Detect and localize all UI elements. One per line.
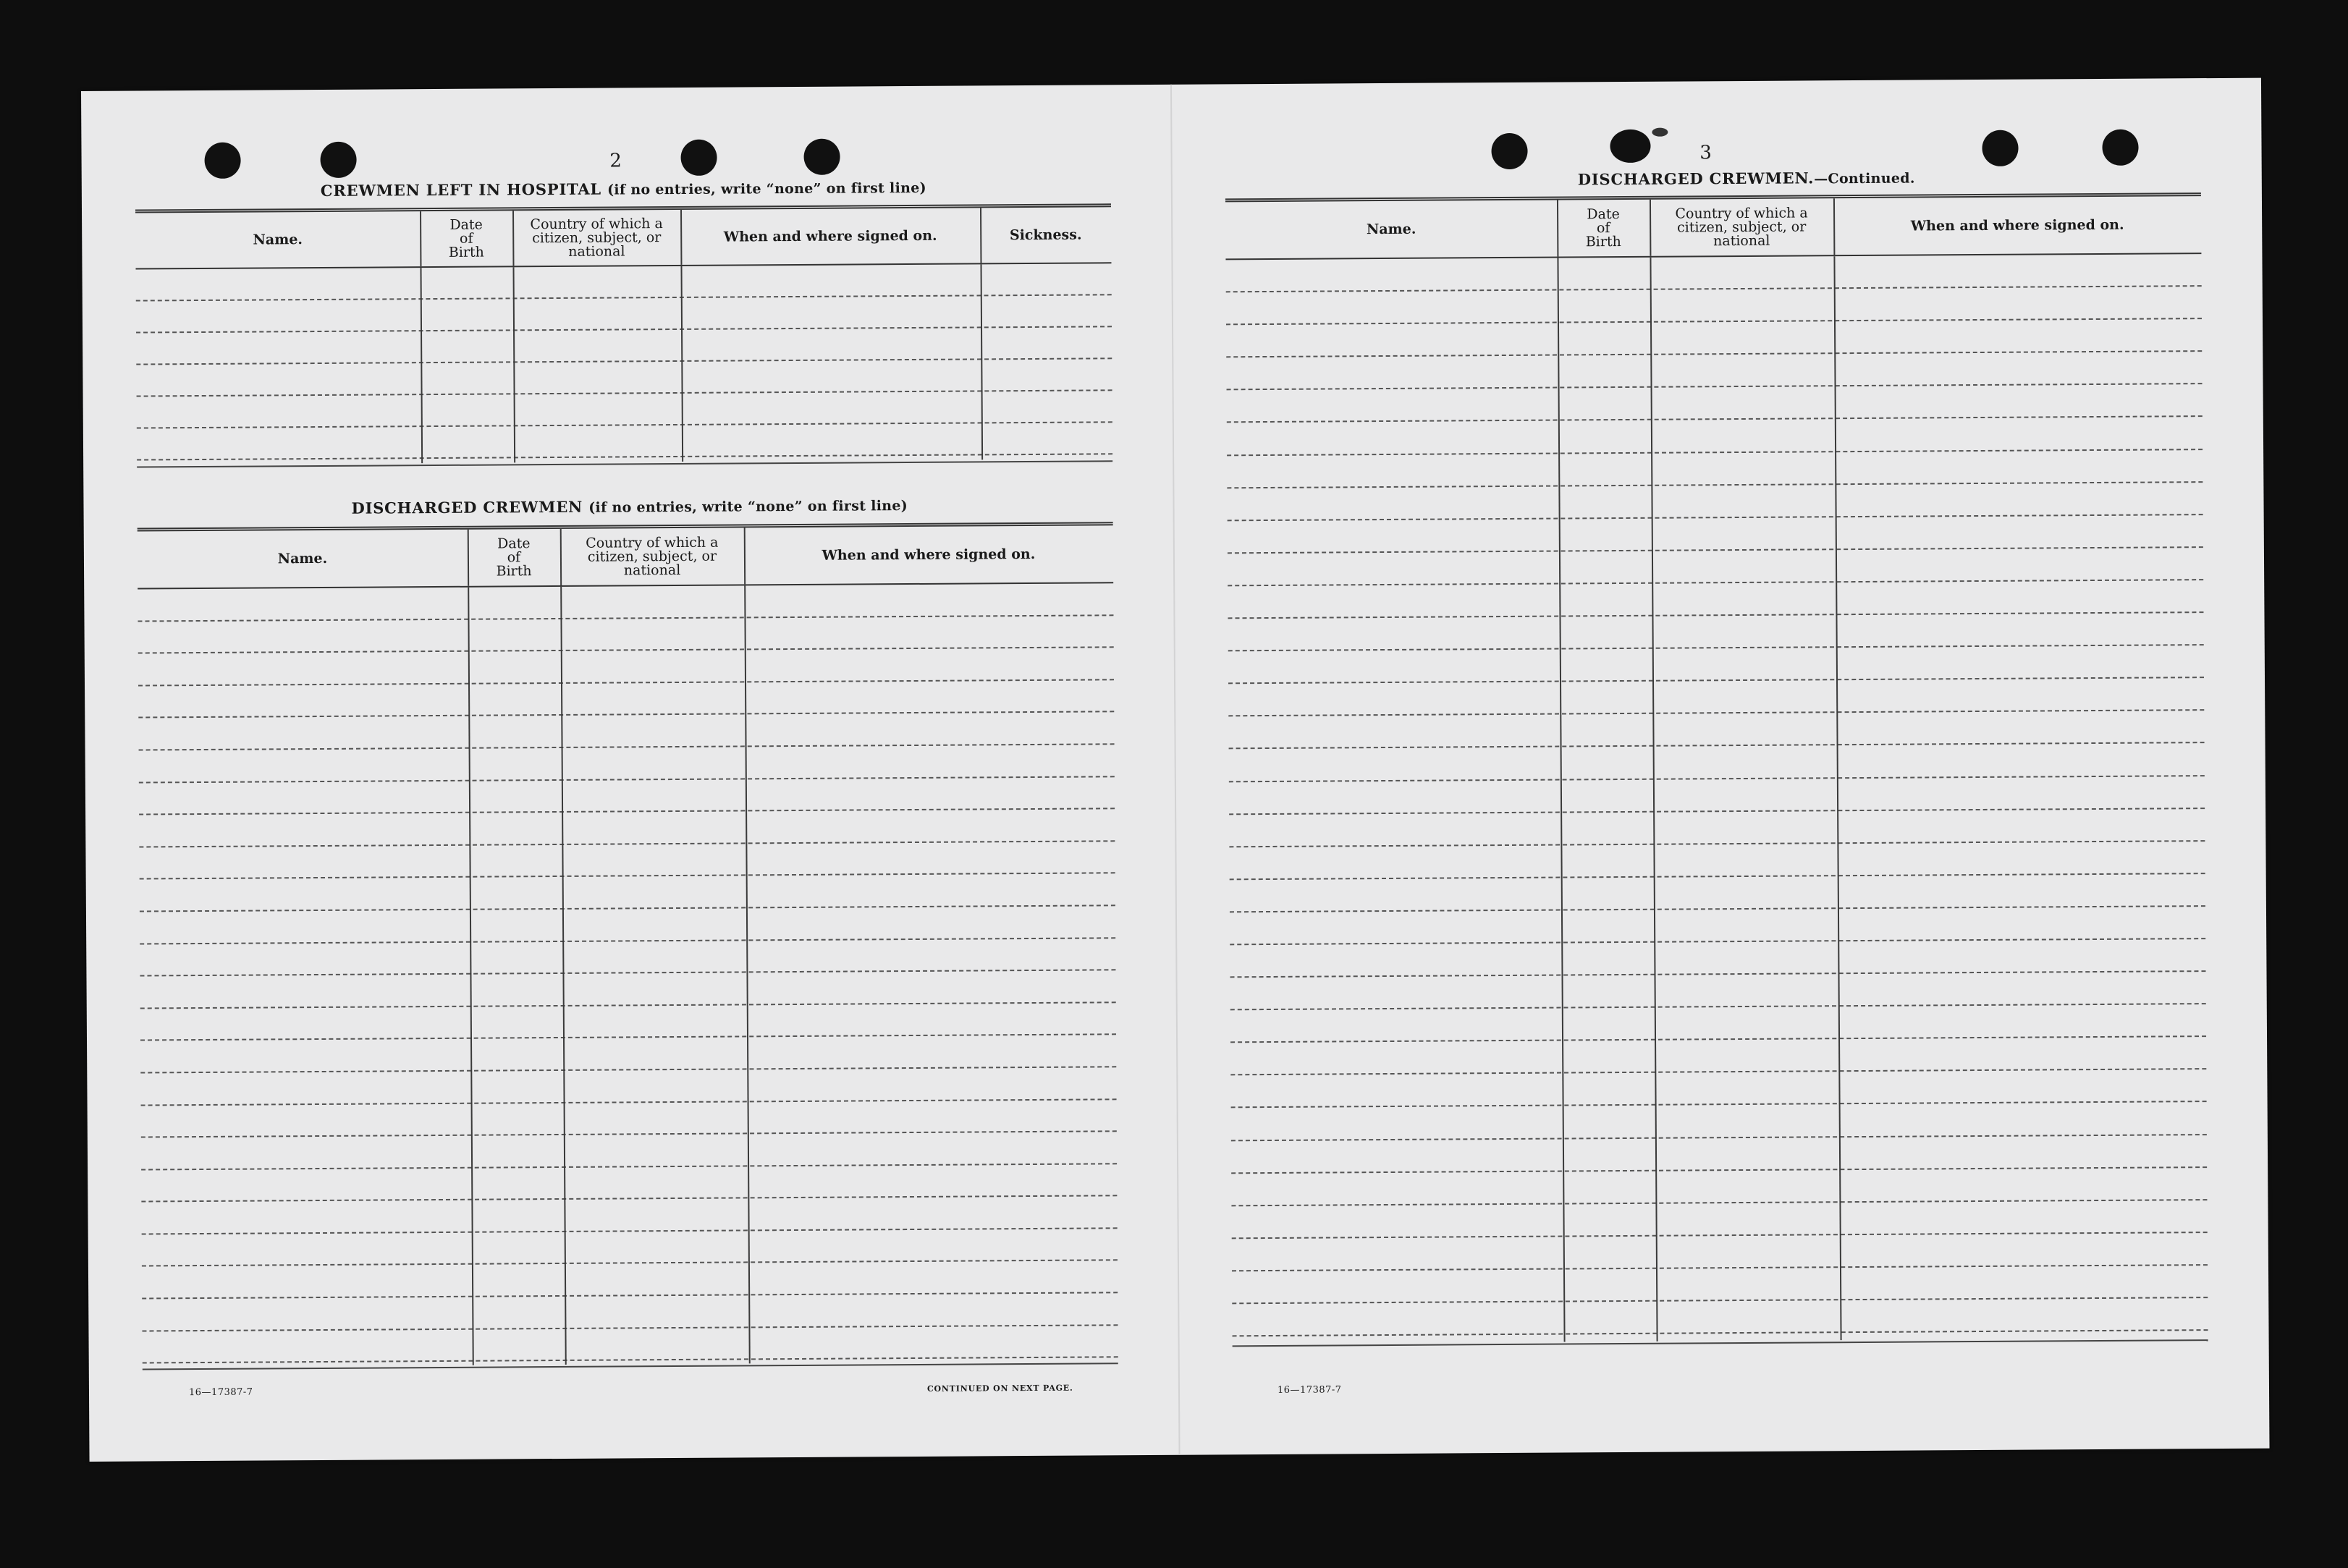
page-number-left: 2 bbox=[609, 150, 622, 172]
discharged-table bbox=[138, 522, 1118, 1367]
punch-hole bbox=[1491, 133, 1527, 169]
column-header-name: Name. bbox=[1366, 221, 1416, 237]
table-row[interactable] bbox=[1230, 874, 2205, 912]
hospital-table-rows bbox=[136, 263, 1113, 465]
table-row[interactable] bbox=[1228, 580, 2203, 619]
discharged-continued-rows bbox=[1225, 254, 2208, 1344]
column-header-country: Country of which a citizen, subject, or national bbox=[1675, 204, 1808, 249]
form-number-right: 16—17387-7 bbox=[1277, 1384, 1342, 1396]
table-row[interactable] bbox=[1227, 483, 2203, 521]
discharged-table-header bbox=[138, 525, 1113, 589]
table-row[interactable] bbox=[1226, 319, 2202, 357]
table-row[interactable] bbox=[1228, 613, 2203, 651]
continued-on-next-page: CONTINUED ON NEXT PAGE. bbox=[926, 1383, 1073, 1394]
column-header-when-where-signed: When and where signed on. bbox=[1910, 216, 2124, 234]
column-header-sickness: Sickness. bbox=[1009, 226, 1082, 243]
discharged-continued-header bbox=[1225, 196, 2201, 260]
column-header-date-of-birth: Date of Birth bbox=[448, 216, 484, 260]
table-row[interactable] bbox=[1227, 384, 2203, 423]
table-row[interactable] bbox=[1230, 907, 2205, 945]
table-row[interactable] bbox=[1230, 939, 2205, 978]
table-row[interactable] bbox=[1228, 548, 2203, 586]
hospital-table bbox=[135, 203, 1112, 465]
column-header-date-of-birth: Date of Birth bbox=[1585, 205, 1621, 250]
document-spread bbox=[81, 78, 2270, 1462]
table-row[interactable] bbox=[1231, 1103, 2207, 1141]
page-fold bbox=[1170, 85, 1181, 1455]
table-row[interactable] bbox=[1232, 1298, 2208, 1336]
table-row[interactable] bbox=[1231, 1200, 2207, 1239]
discharged-continued-table bbox=[1225, 192, 2208, 1344]
column-header-when-where-signed: When and where signed on. bbox=[723, 227, 937, 245]
punch-hole bbox=[2102, 130, 2138, 166]
table-row[interactable] bbox=[1226, 287, 2202, 325]
column-header-name: Name. bbox=[277, 550, 328, 567]
punch-hole bbox=[204, 143, 240, 179]
table-row[interactable] bbox=[1230, 1004, 2206, 1043]
hospital-section-title: CREWMEN LEFT IN HOSPITAL (if no entries, write “none” on first line) bbox=[320, 179, 926, 200]
column-header-country: Country of which a citizen, subject, or national bbox=[530, 215, 663, 260]
column-header-country: Country of which a citizen, subject, or national bbox=[586, 534, 719, 578]
table-row[interactable] bbox=[137, 423, 1112, 460]
table-row[interactable] bbox=[1230, 972, 2206, 1010]
column-header-when-where-signed: When and where signed on. bbox=[822, 546, 1036, 564]
table-row[interactable] bbox=[1232, 1233, 2208, 1271]
column-header-date-of-birth: Date of Birth bbox=[496, 535, 532, 580]
punch-hole bbox=[320, 142, 356, 178]
discharged-continued-title: DISCHARGED CREWMEN.—Continued. bbox=[1577, 169, 1915, 189]
hospital-table-header bbox=[135, 207, 1111, 269]
ink-smudge bbox=[1652, 128, 1668, 137]
table-row[interactable] bbox=[1230, 1037, 2206, 1075]
punch-hole bbox=[1610, 130, 1650, 163]
table-row[interactable] bbox=[1227, 418, 2203, 456]
discharged-section-title: DISCHARGED CREWMEN (if no entries, write “none” on first line) bbox=[351, 497, 908, 517]
punch-hole bbox=[680, 140, 717, 176]
table-row[interactable] bbox=[1231, 1135, 2207, 1174]
column-header-name: Name. bbox=[253, 231, 303, 248]
table-row[interactable] bbox=[1226, 352, 2202, 390]
table-row[interactable] bbox=[1228, 515, 2203, 554]
table-row[interactable] bbox=[142, 1326, 1118, 1364]
form-number-left: 16—17387-7 bbox=[188, 1386, 253, 1399]
punch-hole bbox=[803, 139, 840, 175]
punch-hole bbox=[1982, 130, 2018, 166]
table-row[interactable] bbox=[1227, 450, 2203, 488]
discharged-table-rows bbox=[138, 583, 1118, 1367]
table-row[interactable] bbox=[1230, 1069, 2206, 1108]
table-row[interactable] bbox=[1231, 1168, 2207, 1206]
page-number-right: 3 bbox=[1699, 142, 1712, 164]
